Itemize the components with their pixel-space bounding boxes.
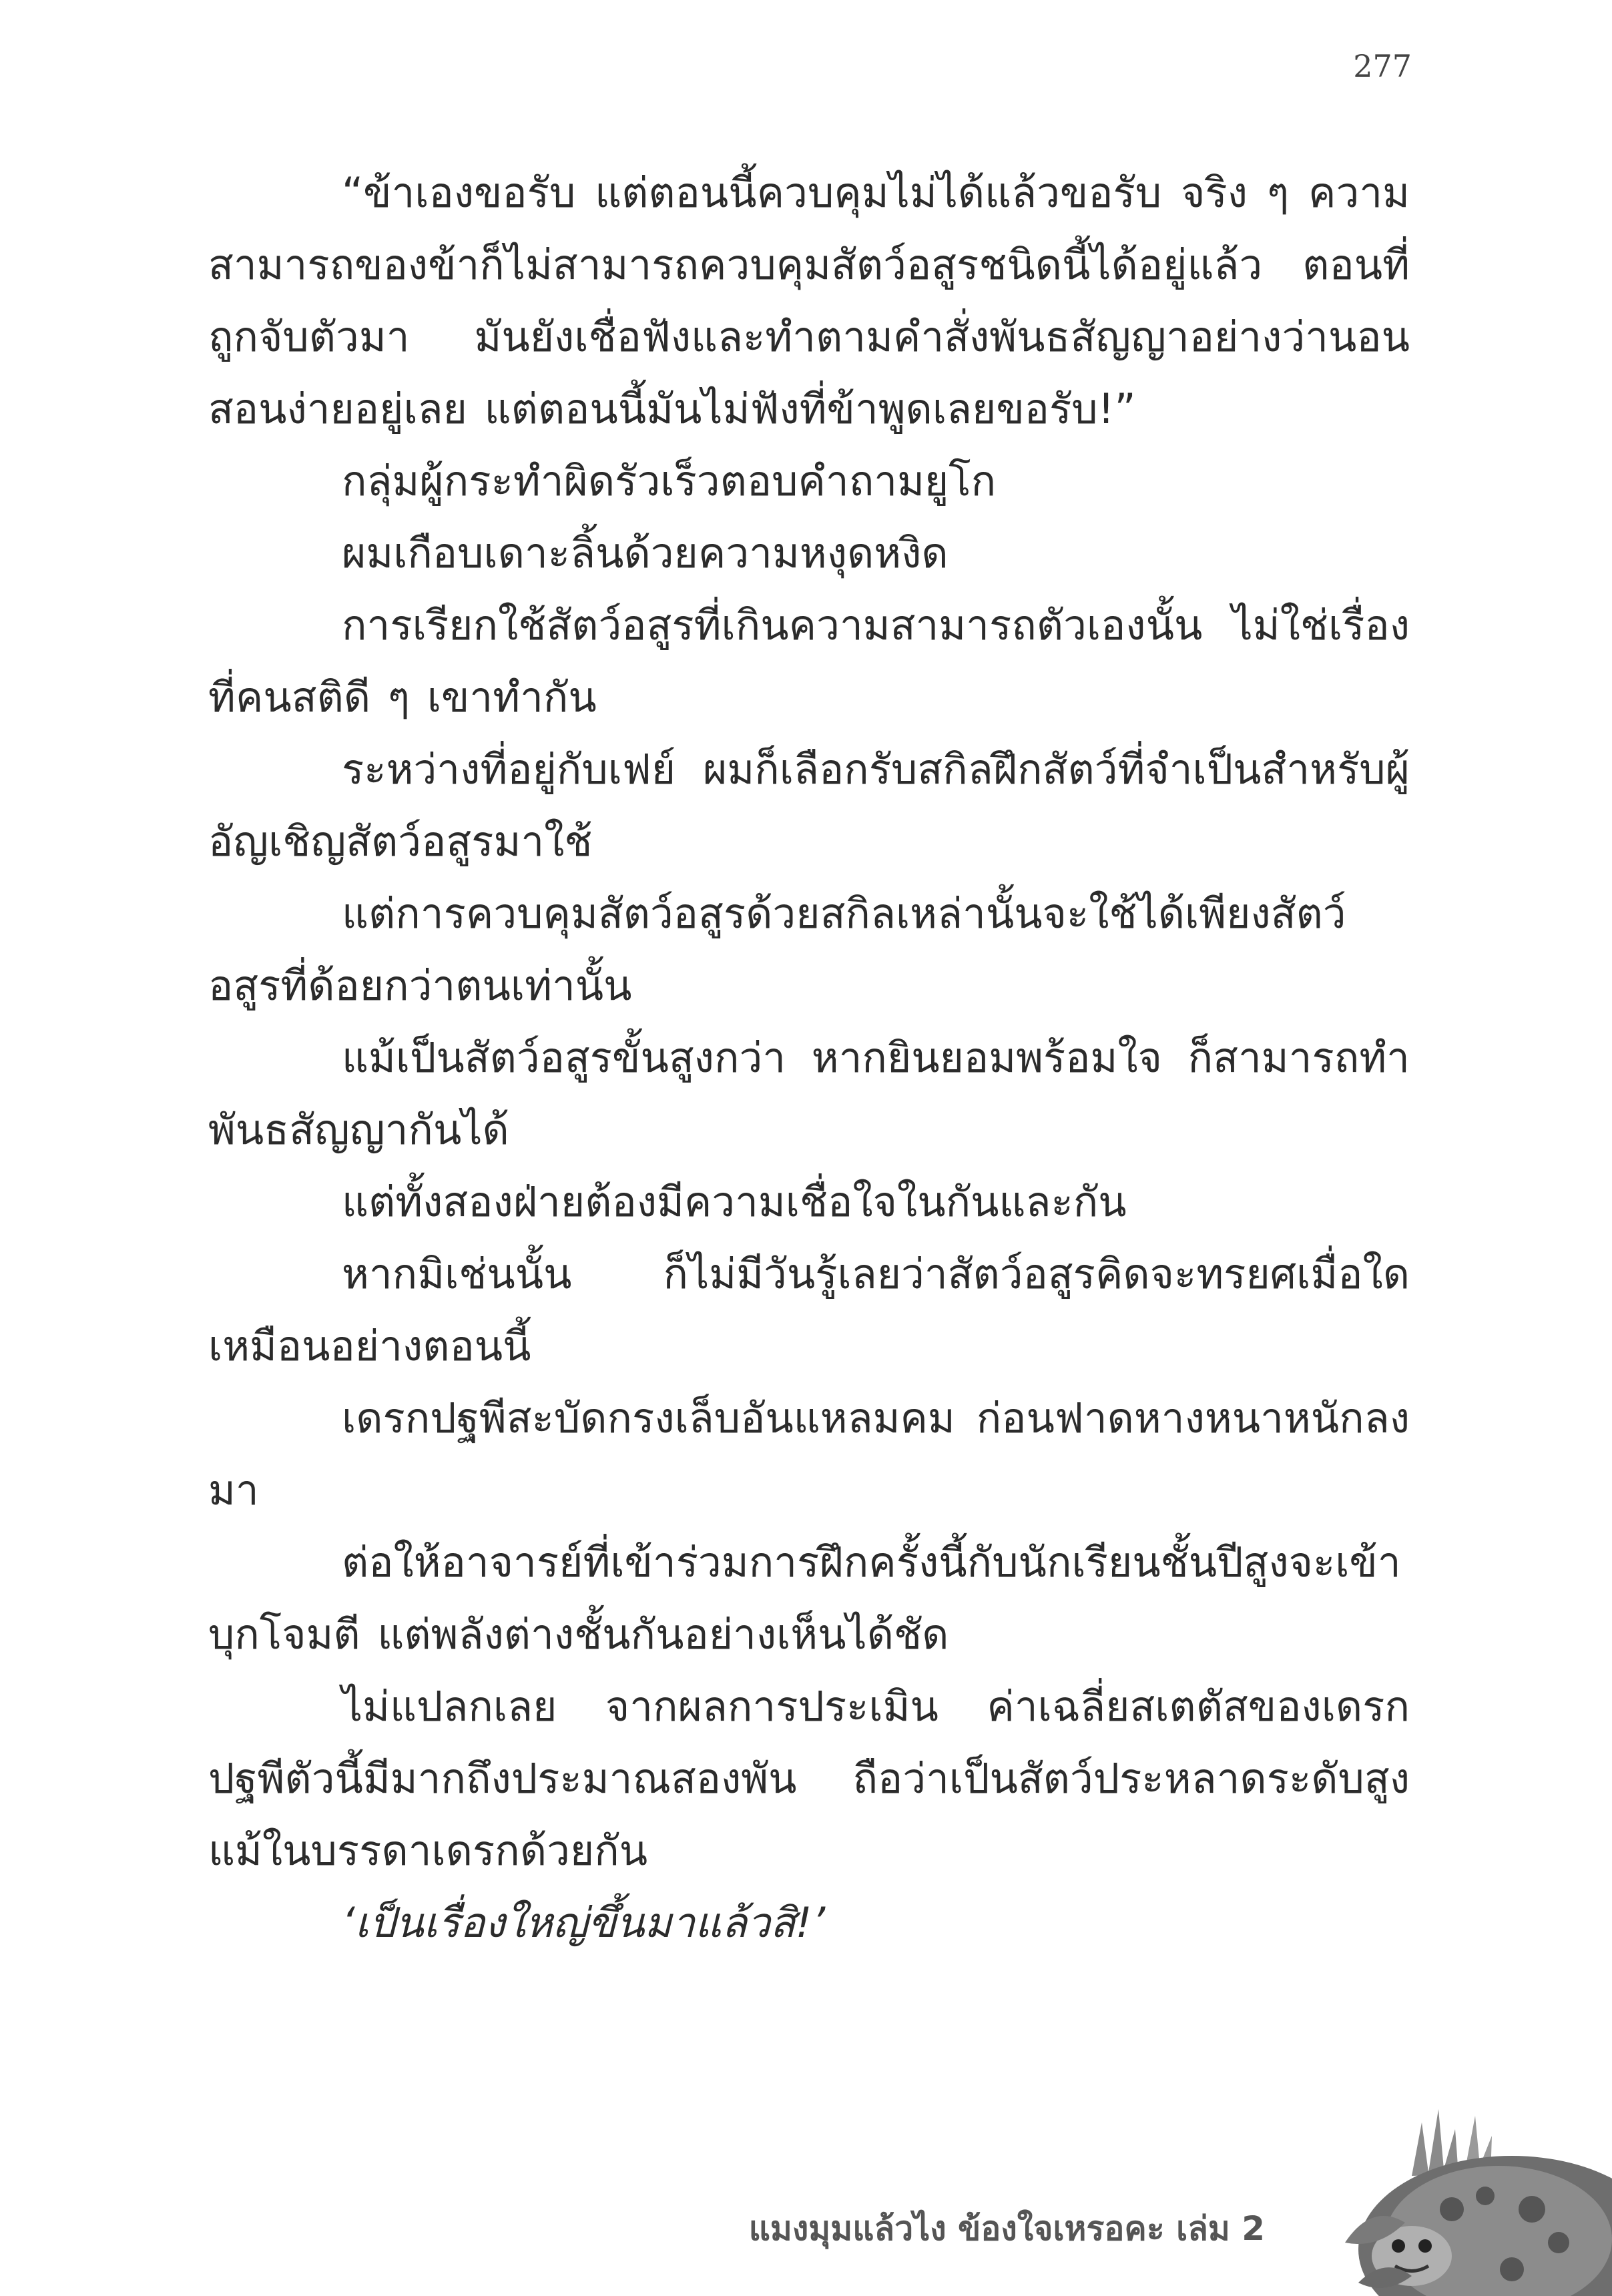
paragraph-3: ผมเกือบเดาะลิ้นด้วยความหงุดหงิด: [342, 529, 949, 577]
paragraph-7: แม้เป็นสัตว์อสูรขั้นสูงกว่า หากยินยอมพร้อมใจ ก็สามารถทำพันธสัญญากันได้: [208, 1033, 1410, 1154]
paragraph-13-thought: ‘เป็นเรื่องใหญ่ขึ้นมาแล้วสิ!’: [342, 1898, 826, 1947]
body-text: [208, 157, 1410, 1959]
paragraph-12: ไม่แปลกเลย จากผลการประเมิน ค่าเฉลี่ยสเตตัสของเดรกปฐพีตัวนี้มีมากถึงประมาณสองพัน ถือว่าเป็นสัตว์ประหลาดระดับสูงแม้ในบรรดาเดรกด้วยกัน: [208, 1682, 1410, 1875]
paragraph-2: กลุ่มผู้กระทำผิดรัวเร็วตอบคำถามยูโก: [342, 457, 997, 505]
paragraph-4: การเรียกใช้สัตว์อสูรที่เกินความสามารถตัวเองนั้น ไม่ใช่เรื่องที่คนสติดี ๆ เขาทำกัน: [208, 601, 1410, 722]
paragraph-1: “ข้าเองขอรับ แต่ตอนนี้ควบคุมไม่ได้แล้วขอรับ จริง ๆ ความสามารถของข้าก็ไม่สามารถควบคุมสัตว์อสูรชนิดนี้ได้อยู่แล้ว ตอนที่ถูกจับตัวมา มันยังเชื่อฟังและทำตามคำสั่งพันธสัญญาอย่างว่านอนสอนง่ายอยู่เลย แต่ตอนนี้มันไม่ฟังที่ข้าพูดเลยขอรับ!”: [208, 168, 1410, 433]
book-title: แมงมุมแล้วไง ข้องใจเหรอคะ เล่ม 2: [748, 2209, 1265, 2248]
monster-illustration-icon: [1332, 2096, 1612, 2296]
paragraph-8: แต่ทั้งสองฝ่ายต้องมีความเชื่อใจในกันและกัน: [342, 1177, 1127, 1226]
paragraph-9: หากมิเช่นนั้น ก็ไม่มีวันรู้เลยว่าสัตว์อสูรคิดจะทรยศเมื่อใดเหมือนอย่างตอนนี้: [208, 1249, 1410, 1370]
page-footer: [0, 2176, 1612, 2296]
paragraph-6: แต่การควบคุมสัตว์อสูรด้วยสกิลเหล่านั้นจะใช้ได้เพียงสัตว์อสูรที่ด้อยกว่าตนเท่านั้น: [208, 889, 1346, 1010]
page-number: 277: [1353, 48, 1412, 84]
paragraph-5: ระหว่างที่อยู่กับเฟย์ ผมก็เลือกรับสกิลฝึกสัตว์ที่จำเป็นสำหรับผู้อัญเชิญสัตว์อสูรมาใช้: [208, 745, 1410, 866]
paragraph-10: เดรกปฐพีสะบัดกรงเล็บอันแหลมคม ก่อนฟาดหางหนาหนักลงมา: [208, 1394, 1410, 1514]
paragraph-11: ต่อให้อาจารย์ที่เข้าร่วมการฝึกครั้งนี้กับนักเรียนชั้นปีสูงจะเข้าบุกโจมตี แต่พลังต่างชั้นกันอย่างเห็นได้ชัด: [208, 1538, 1401, 1659]
